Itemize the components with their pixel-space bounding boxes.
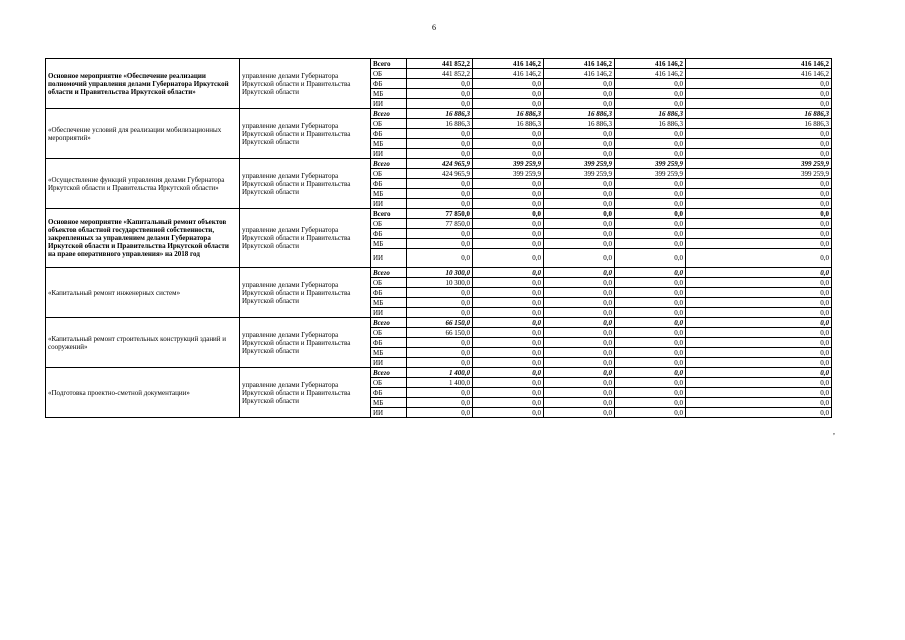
amount-cell: 0,0: [615, 129, 686, 139]
executor-name: управление делами Губернатора Иркутской области и Правительства Иркутской области: [240, 209, 371, 268]
amount-cell: 0,0: [615, 209, 686, 219]
amount-cell: 0,0: [473, 189, 544, 199]
amount-cell: 0,0: [686, 278, 832, 288]
table-row: [46, 318, 832, 328]
amount-cell: 0,0: [686, 209, 832, 219]
amount-cell: 0,0: [544, 298, 615, 308]
table-body: [46, 59, 832, 418]
amount-cell: 0,0: [473, 308, 544, 318]
amount-cell: 0,0: [407, 229, 473, 239]
amount-cell: 16 886,3: [544, 119, 615, 129]
activity-name: Основное мероприятие «Капитальный ремонт объектов объектов областной государственной собственности, закрепленных за управлением делами Губернатора Иркутской области и Правительства Иркутской области на праве оперативного управления» на 2018 год: [46, 209, 240, 268]
amount-cell: 0,0: [615, 338, 686, 348]
funding-source: ФБ: [371, 388, 407, 398]
amount-cell: 16 886,3: [473, 109, 544, 119]
amount-cell: 0,0: [407, 149, 473, 159]
amount-cell: 0,0: [544, 229, 615, 239]
table-row: [46, 59, 832, 69]
amount-cell: 10 300,0: [407, 278, 473, 288]
executor-name: управление делами Губернатора Иркутской области и Правительства Иркутской области: [240, 59, 371, 109]
amount-cell: 0,0: [686, 268, 832, 278]
funding-source: МБ: [371, 89, 407, 99]
amount-cell: 77 850,0: [407, 209, 473, 219]
funding-source: МБ: [371, 348, 407, 358]
amount-cell: 0,0: [473, 338, 544, 348]
amount-cell: 0,0: [615, 318, 686, 328]
amount-cell: 0,0: [686, 129, 832, 139]
funding-source: ФБ: [371, 179, 407, 189]
amount-cell: 0,0: [615, 288, 686, 298]
table-row: [46, 209, 832, 219]
amount-cell: 66 150,0: [407, 328, 473, 338]
amount-cell: 77 850,0: [407, 219, 473, 229]
amount-cell: 0,0: [544, 388, 615, 398]
amount-cell: 416 146,2: [686, 59, 832, 69]
amount-cell: 0,0: [615, 308, 686, 318]
amount-cell: 0,0: [615, 139, 686, 149]
executor-name: управление делами Губернатора Иркутской области и Правительства Иркутской области: [240, 318, 371, 368]
funding-source: ФБ: [371, 129, 407, 139]
amount-cell: 0,0: [544, 328, 615, 338]
amount-cell: 0,0: [615, 348, 686, 358]
funding-source: МБ: [371, 298, 407, 308]
amount-cell: 0,0: [686, 239, 832, 249]
funding-source: ФБ: [371, 338, 407, 348]
funding-source: ОБ: [371, 69, 407, 79]
amount-cell: 0,0: [615, 199, 686, 209]
amount-cell: 0,0: [615, 229, 686, 239]
executor-name: управление делами Губернатора Иркутской области и Правительства Иркутской области: [240, 109, 371, 159]
amount-cell: 399 259,9: [686, 159, 832, 169]
amount-cell: 0,0: [407, 179, 473, 189]
table-row: [46, 109, 832, 119]
amount-cell: 0,0: [473, 139, 544, 149]
amount-cell: 0,0: [615, 79, 686, 89]
amount-cell: 0,0: [473, 378, 544, 388]
funding-source: Всего: [371, 318, 407, 328]
amount-cell: 399 259,9: [473, 169, 544, 179]
amount-cell: 0,0: [686, 79, 832, 89]
amount-cell: 0,0: [544, 199, 615, 209]
amount-cell: 0,0: [407, 358, 473, 368]
amount-cell: 0,0: [686, 149, 832, 159]
funding-source: ИИ: [371, 358, 407, 368]
amount-cell: 0,0: [473, 388, 544, 398]
amount-cell: 0,0: [544, 278, 615, 288]
amount-cell: 0,0: [473, 79, 544, 89]
amount-cell: 416 146,2: [544, 69, 615, 79]
amount-cell: 0,0: [686, 99, 832, 109]
amount-cell: 0,0: [615, 378, 686, 388]
funding-source: ИИ: [371, 149, 407, 159]
amount-cell: 1 400,0: [407, 368, 473, 378]
amount-cell: 0,0: [686, 338, 832, 348]
amount-cell: 0,0: [544, 99, 615, 109]
activity-name: «Осуществление функций управления делами Губернатора Иркутской области и Правительства Иркутской области»: [46, 159, 240, 209]
amount-cell: 0,0: [686, 199, 832, 209]
amount-cell: 0,0: [615, 278, 686, 288]
amount-cell: 0,0: [686, 318, 832, 328]
amount-cell: 416 146,2: [615, 59, 686, 69]
amount-cell: 0,0: [544, 179, 615, 189]
funding-source: ИИ: [371, 249, 407, 268]
amount-cell: 416 146,2: [544, 59, 615, 69]
amount-cell: 0,0: [473, 229, 544, 239]
amount-cell: 0,0: [544, 149, 615, 159]
amount-cell: 399 259,9: [615, 169, 686, 179]
amount-cell: 0,0: [544, 249, 615, 268]
funding-source: МБ: [371, 189, 407, 199]
amount-cell: 0,0: [544, 139, 615, 149]
page-number: 6: [432, 23, 436, 32]
amount-cell: 399 259,9: [686, 169, 832, 179]
activity-name: «Обеспечение условий для реализации мобилизационных мероприятий»: [46, 109, 240, 159]
funding-source: Всего: [371, 268, 407, 278]
amount-cell: 0,0: [686, 179, 832, 189]
amount-cell: 0,0: [473, 408, 544, 418]
amount-cell: 0,0: [615, 268, 686, 278]
amount-cell: 0,0: [686, 298, 832, 308]
amount-cell: 416 146,2: [473, 69, 544, 79]
amount-cell: 0,0: [615, 89, 686, 99]
funding-source: ОБ: [371, 328, 407, 338]
amount-cell: 0,0: [407, 199, 473, 209]
amount-cell: 0,0: [544, 358, 615, 368]
amount-cell: 0,0: [407, 249, 473, 268]
amount-cell: 0,0: [686, 378, 832, 388]
amount-cell: 16 886,3: [686, 119, 832, 129]
amount-cell: 416 146,2: [473, 59, 544, 69]
amount-cell: 424 965,9: [407, 159, 473, 169]
amount-cell: 0,0: [615, 328, 686, 338]
amount-cell: 0,0: [615, 298, 686, 308]
amount-cell: 0,0: [686, 288, 832, 298]
table-row: [46, 159, 832, 169]
amount-cell: 0,0: [686, 89, 832, 99]
amount-cell: 0,0: [473, 368, 544, 378]
amount-cell: 0,0: [473, 328, 544, 338]
amount-cell: 0,0: [686, 408, 832, 418]
amount-cell: 16 886,3: [473, 119, 544, 129]
budget-table: [45, 58, 832, 418]
amount-cell: 0,0: [544, 338, 615, 348]
funding-source: ИИ: [371, 308, 407, 318]
amount-cell: 16 886,3: [615, 109, 686, 119]
amount-cell: 0,0: [407, 139, 473, 149]
amount-cell: 0,0: [544, 189, 615, 199]
amount-cell: 0,0: [615, 149, 686, 159]
amount-cell: 0,0: [407, 99, 473, 109]
funding-source: ОБ: [371, 219, 407, 229]
amount-cell: 0,0: [473, 239, 544, 249]
amount-cell: 0,0: [407, 348, 473, 358]
funding-source: ИИ: [371, 99, 407, 109]
amount-cell: 0,0: [615, 189, 686, 199]
amount-cell: 0,0: [615, 249, 686, 268]
amount-cell: 66 150,0: [407, 318, 473, 328]
amount-cell: 0,0: [544, 308, 615, 318]
executor-name: управление делами Губернатора Иркутской области и Правительства Иркутской области: [240, 159, 371, 209]
amount-cell: 0,0: [473, 149, 544, 159]
amount-cell: 0,0: [407, 89, 473, 99]
amount-cell: 0,0: [544, 219, 615, 229]
amount-cell: 416 146,2: [686, 69, 832, 79]
amount-cell: 0,0: [407, 239, 473, 249]
amount-cell: 0,0: [615, 99, 686, 109]
amount-cell: 0,0: [407, 129, 473, 139]
amount-cell: 0,0: [473, 129, 544, 139]
amount-cell: 0,0: [615, 368, 686, 378]
amount-cell: 0,0: [407, 338, 473, 348]
amount-cell: 0,0: [615, 358, 686, 368]
table-row: [46, 268, 832, 278]
amount-cell: 0,0: [473, 298, 544, 308]
amount-cell: 0,0: [473, 99, 544, 109]
amount-cell: 0,0: [407, 288, 473, 298]
amount-cell: 0,0: [407, 308, 473, 318]
amount-cell: 0,0: [686, 139, 832, 149]
amount-cell: 0,0: [686, 348, 832, 358]
amount-cell: 399 259,9: [615, 159, 686, 169]
amount-cell: 16 886,3: [407, 119, 473, 129]
amount-cell: 0,0: [473, 199, 544, 209]
amount-cell: 0,0: [544, 129, 615, 139]
amount-cell: 0,0: [473, 398, 544, 408]
amount-cell: 0,0: [544, 288, 615, 298]
amount-cell: 0,0: [473, 89, 544, 99]
amount-cell: 0,0: [473, 209, 544, 219]
amount-cell: 0,0: [544, 239, 615, 249]
amount-cell: 0,0: [615, 239, 686, 249]
amount-cell: 0,0: [686, 229, 832, 239]
amount-cell: 0,0: [686, 358, 832, 368]
amount-cell: 0,0: [544, 79, 615, 89]
amount-cell: 0,0: [615, 408, 686, 418]
amount-cell: 0,0: [544, 378, 615, 388]
amount-cell: 0,0: [544, 209, 615, 219]
funding-source: МБ: [371, 398, 407, 408]
amount-cell: 0,0: [615, 219, 686, 229]
funding-source: Всего: [371, 368, 407, 378]
amount-cell: 0,0: [407, 298, 473, 308]
amount-cell: 0,0: [686, 249, 832, 268]
funding-source: ОБ: [371, 119, 407, 129]
amount-cell: 0,0: [686, 219, 832, 229]
amount-cell: 0,0: [615, 179, 686, 189]
funding-source: ФБ: [371, 288, 407, 298]
funding-source: МБ: [371, 239, 407, 249]
closing-mark: ,: [833, 427, 835, 436]
amount-cell: 0,0: [686, 189, 832, 199]
executor-name: управление делами Губернатора Иркутской области и Правительства Иркутской области: [240, 268, 371, 318]
executor-name: управление делами Губернатора Иркутской области и Правительства Иркутской области: [240, 368, 371, 418]
amount-cell: 16 886,3: [615, 119, 686, 129]
amount-cell: 424 965,9: [407, 169, 473, 179]
amount-cell: 0,0: [686, 308, 832, 318]
amount-cell: 399 259,9: [473, 159, 544, 169]
funding-source: ФБ: [371, 229, 407, 239]
funding-source: Всего: [371, 209, 407, 219]
amount-cell: 0,0: [544, 408, 615, 418]
amount-cell: 0,0: [473, 288, 544, 298]
amount-cell: 0,0: [544, 318, 615, 328]
activity-name: «Подготовка проектно-сметной документации»: [46, 368, 240, 418]
funding-source: МБ: [371, 139, 407, 149]
funding-source: ОБ: [371, 169, 407, 179]
amount-cell: 441 852,2: [407, 69, 473, 79]
amount-cell: 16 886,3: [407, 109, 473, 119]
funding-source: ОБ: [371, 278, 407, 288]
funding-source: Всего: [371, 59, 407, 69]
amount-cell: 0,0: [473, 249, 544, 268]
amount-cell: 0,0: [544, 398, 615, 408]
amount-cell: 0,0: [686, 328, 832, 338]
amount-cell: 441 852,2: [407, 59, 473, 69]
amount-cell: 0,0: [473, 219, 544, 229]
amount-cell: 0,0: [473, 358, 544, 368]
amount-cell: 0,0: [407, 388, 473, 398]
funding-source: ИИ: [371, 408, 407, 418]
amount-cell: 0,0: [686, 388, 832, 398]
funding-source: ОБ: [371, 378, 407, 388]
amount-cell: 0,0: [407, 398, 473, 408]
amount-cell: 0,0: [473, 318, 544, 328]
amount-cell: 1 400,0: [407, 378, 473, 388]
activity-name: Основное мероприятие «Обеспечение реализации полномочий управления делами Губернатора Иркутской области и Правительства Иркутской области»: [46, 59, 240, 109]
amount-cell: 0,0: [544, 368, 615, 378]
amount-cell: 0,0: [686, 398, 832, 408]
funding-source: Всего: [371, 159, 407, 169]
amount-cell: 16 886,3: [544, 109, 615, 119]
amount-cell: 0,0: [544, 348, 615, 358]
amount-cell: 0,0: [473, 348, 544, 358]
amount-cell: 0,0: [544, 89, 615, 99]
amount-cell: 0,0: [407, 408, 473, 418]
amount-cell: 0,0: [615, 398, 686, 408]
table-row: [46, 368, 832, 378]
amount-cell: 416 146,2: [615, 69, 686, 79]
amount-cell: 0,0: [686, 368, 832, 378]
funding-source: ИИ: [371, 199, 407, 209]
amount-cell: 10 300,0: [407, 268, 473, 278]
funding-source: Всего: [371, 109, 407, 119]
amount-cell: 16 886,3: [686, 109, 832, 119]
activity-name: «Капитальный ремонт строительных конструкций зданий и сооружений»: [46, 318, 240, 368]
amount-cell: 0,0: [473, 278, 544, 288]
amount-cell: 0,0: [615, 388, 686, 398]
amount-cell: 399 259,9: [544, 159, 615, 169]
amount-cell: 0,0: [473, 268, 544, 278]
amount-cell: 0,0: [407, 189, 473, 199]
amount-cell: 399 259,9: [544, 169, 615, 179]
amount-cell: 0,0: [544, 268, 615, 278]
amount-cell: 0,0: [407, 79, 473, 89]
funding-source: ФБ: [371, 79, 407, 89]
activity-name: «Капитальный ремонт инженерных систем»: [46, 268, 240, 318]
amount-cell: 0,0: [473, 179, 544, 189]
